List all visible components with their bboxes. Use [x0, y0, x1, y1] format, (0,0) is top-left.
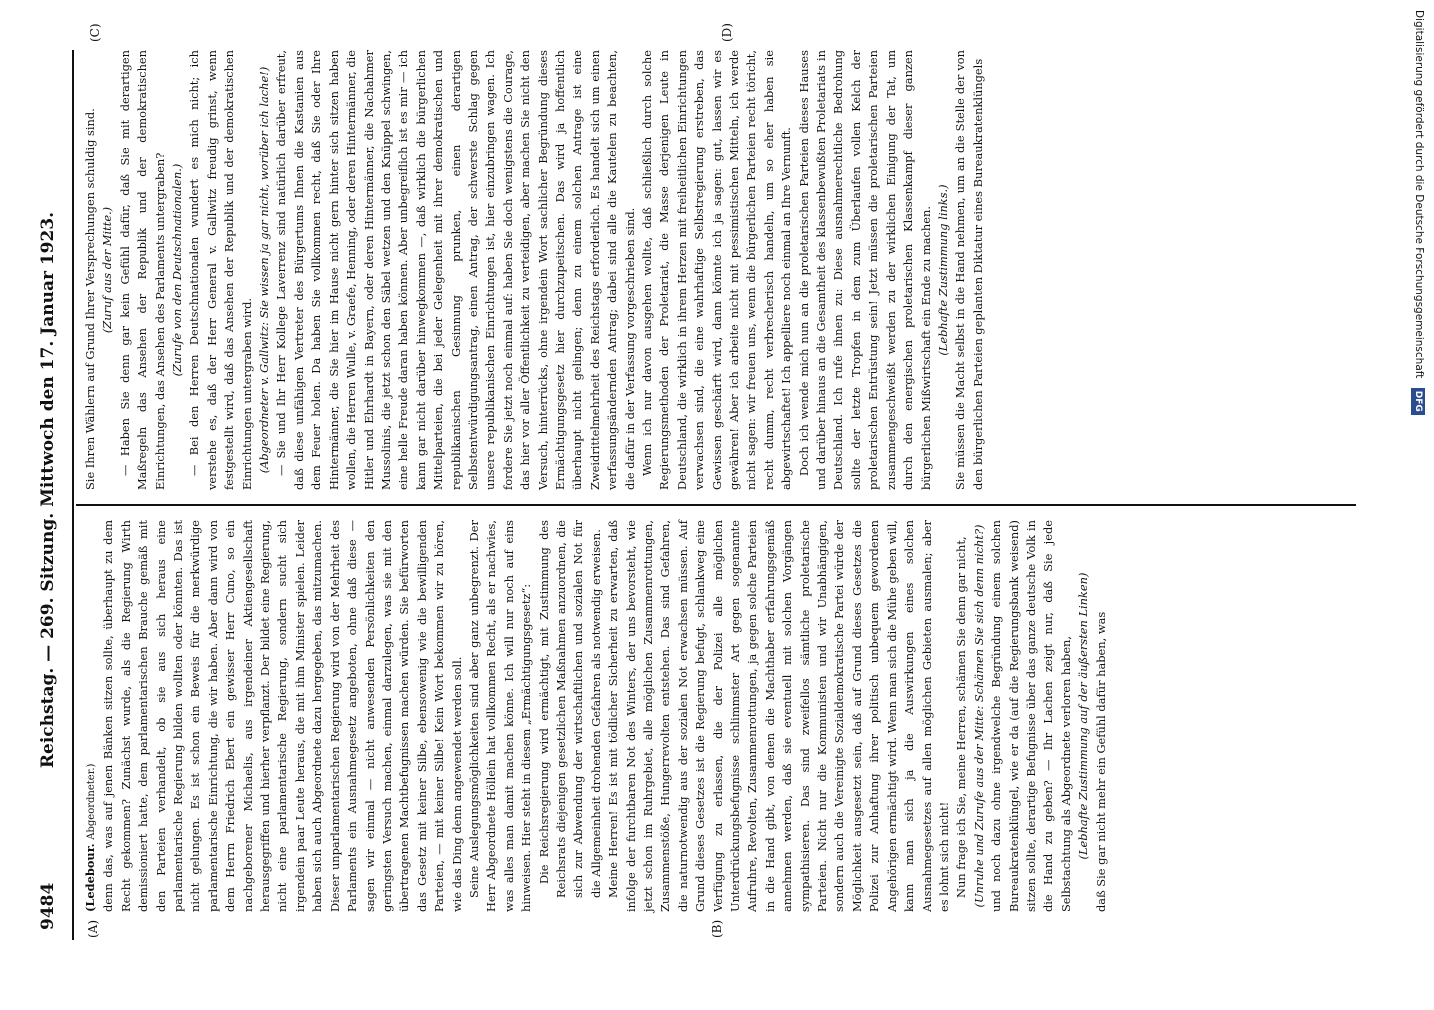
margin-letter-a: (A) [86, 919, 100, 938]
credit-text: Digitalisierung gefördert durch die Deutsche Forschungsgemeinschaft [1413, 10, 1425, 379]
right-column [82, 50, 987, 490]
digitization-credit [1408, 0, 1430, 1000]
interjection: (Zurufe von den Deutschnationalen.) [170, 163, 185, 377]
margin-letter-c: (C) [88, 23, 102, 42]
quotation: Die Reichsregierung wird ermächtigt, mit Zustimmung des Reichsrats diejenigen gesetzlichen Maßnahmen anzuordnen, die sich zur Abwendung der wirtschaftlichen und sozialen Not für die Allgemeinheit drohenden Gefahren als notwendig erweisen. [536, 520, 603, 898]
paragraph: denn das, was auf jenen Bänken sitzen sollte, überhaupt zu dem Recht gekommen? Zunächst wurde, als die Regierung Wirth demissioniert hatte, dem parlamentarischen Brauche gemäß mit den Parteien verhandelt, ob sie aus sich heraus eine parlamentarische Regierung bilden wollten oder könnten. Das ist nicht gelungen. Es ist schon ein Beweis für die merkwürdige parlamentarische Einrichtung, die wir haben. Aber dann wird von dem Herrn Friedrich Ebert ein gewisser Herr Cuno, so ein nachgeborener Michaelis, aus irgendeiner Aktiengesellschaft herausgegriffen und hierher verpflanzt. Der bildet eine Regierung, nicht eine parlamentarische Regierung, sondern sucht sich irgendein paar Leute heraus, die mit ihm Minister spielen. Leider haben sich auch Abgeordnete dazu hergegeben, das mitzumachen. Dieser unparlamentarischen Regierung wird von der Mehrheit des Parlaments ein Ausnahmegesetz angeboten, ohne daß diese — sagen wir einmal — nicht anwesenden Persönlichkeiten den geringsten Versuch machen, einmal darzulegen, was sie mit den übertragenen Machtbefugnissen machen würden. Sie befürworten das Gesetz mit keiner Silbe, ebensowenig wie die bewilligenden Parteien, — mit keiner Silbe! Kein Wort bekommen wir zu hören, wie das Ding denn angewendet werden soll. [101, 520, 464, 912]
interjection: (Unruhe und Zurufe aus der Mitte: Schämen Sie sich denn nicht?) [971, 524, 986, 908]
page-title: Reichstag. — 269. Sitzung. Mittwoch den 17. Januar 1923. [38, 211, 58, 769]
paragraph: Wenn ich nur davon ausgehen wollte, daß schließlich durch solche Regierungsmethoden der Proletariat, die Masse derjenigen Leute in Deutschland, die wirklich in ihrem Herzen mit freiheitlichen Einrichtungen verwachsen sind, die eine wahrhaftige Selbstregierung erstreben, das Gewissen geschärft wird, dann könnte ich ja sagen: gut, lassen wir es gewähren! Aber ich arbeite nicht mit pessimistischen Mitteln, ich werde nicht sagen: wir freuen uns, wenn die bürgerlichen Parteien recht töricht, recht dumm, recht verbrecherisch handeln, um so eher haben sie abgewirtschaftet! Ich appelliere noch einmal an Ihre Vernunft. [640, 50, 794, 490]
column-divider [76, 505, 1356, 507]
page-header [38, 50, 68, 930]
paragraph: Seine Auslegungsmöglichkeiten sind aber ganz unbegrenzt. Der Herr Abgeordnete Höllein hat vollkommen Recht, als er nachwies, was alles man damit machen könne. Ich will nur noch auf eins hinweisen. Hier steht in diesem „Ermächtigungsgesetz“: [466, 520, 534, 912]
paragraph: — Sie und Ihr Herr Kollege Laverrenz sind natürlich darüber erfreut, daß diese unfähigen Vertreter des Bürgertums Ihnen die Kastanien aus dem Feuer holen. Da haben Sie vollkommen recht, daß Sie oder Ihre Hintermänner, die Sie hier im Hause nicht gern hinter sich sitzen haben wollen, die Herren Wulle, v. Graefe, Henning, oder deren Hintermänner, die Hitler und Ehrhardt in Bayern, oder deren Hintermänner, die Nachahmer Mussolinis, die jetzt schon den Säbel wetzen und den Knüppel schwingen, eine helle Freude daran haben können. Aber unbegreiflich ist es mir — ich kann gar nicht darüber hinwegkommen —, daß wirklich die bürgerlichen Mittelparteien, die bei jeder Gelegenheit mit ihrer demokratischen und republikanischen Gesinnung prunken, einen derartigen Selbstentwürdigungsantrag, einen Antrag, der schwerste Schlag gegen unsere republikanischen Einrichtungen ist, hier einzubringen wagen. Ich fordere Sie jetzt noch einmal auf: haben Sie doch wenigstens die Courage, das hier vor aller Öffentlichkeit zu verteidigen, aber machen Sie nicht den Versuch, hinterrücks, ohne irgendein Wort sachlicher Begründung dieses Ermächtigungsgesetz hier durchzupeitschen. Das wird ja hoffentlich überhaupt nicht gelingen; denn zu einem solchen Antrage ist eine Zweidrittelmehrheit des Reichstags erforderlich. Es handelt sich um einen verfassungsändernden Antrag; dabei sind alle die Kautelen zu beachten, die dafür in der Verfassung vorgeschrieben sind. [274, 50, 637, 490]
interjection: (Abgeordneter v. Gallwitz: Sie wissen ja gar nicht, worüber ich lache!) [257, 66, 272, 474]
margin-letter-b: (B) [710, 919, 724, 938]
credit-text-wrapper [1408, 0, 1430, 1010]
speaker-name: (Ledebour. [83, 843, 97, 912]
paragraph: — Bei den Herren Deutschnationalen wundert es mich nicht; ich verstehe es, daß der Herr General v. Gallwitz freudig grinst, wenn festgestellt wird, daß das Ansehen der Republik und der demokratischen Einrichtungen untergraben wird. [187, 50, 254, 490]
interjection: (Lebhafte Zustimmung links.) [935, 184, 950, 356]
header-rule [72, 50, 74, 940]
speaker-line [82, 520, 100, 912]
paragraph: Meine Herren! Es ist mit tödlicher Sicherheit zu erwarten, daß infolge der furchtbaren Not des Winters, der uns bevorsteht, wie jetzt schon im Ruhrgebiet, alle möglichen Zusammenrottungen, Zusammenstöße, Hungerrevolten entstehen. Das sind Gefahren, die naturnotwendig aus der sozialen Not erwachsen müssen. Auf Grund dieses Gesetzes ist die Regierung befugt, schlankweg eine Verfügung zu erlassen, die der Polizei alle möglichen Unterdrückungsbefugnisse schlimmster Art gegen sogenannte Aufruhre, Revolten, Zusammenrottungen, ja gegen solche Parteien in die Hand gibt, von denen die Machthaber erfahrungsgemäß annehmen werden, daß sie eventuell mit solchen Vorgängen sympathisieren. Das sind zweifellos sämtliche proletarische Parteien. Nicht nur die Kommunisten und wir Unabhängigen, sondern auch die Vereinigte Sozialdemokratische Partei würde der Möglichkeit ausgesetzt sein, daß auf Grund dieses Gesetzes die Polizei zur Anhaftung ihrer politisch unbequem gewordenen Angehörigen ermächtigt wird. Wenn man sich die Mühe geben will, kann man sich ja die Auswirkungen eines solchen Ausnahmegesetzes auf allen möglichen Gebieten ausmalen; aber es lohnt sich nicht! [606, 520, 951, 912]
paragraph: Nun frage ich Sie, meine Herren, schämen Sie denn gar nicht, [954, 536, 969, 898]
dfg-logo: DFG [1411, 388, 1425, 415]
paragraph: Sie Ihren Wählern auf Grund Ihrer Versprechungen schuldig sind. [83, 108, 97, 490]
paragraph: und noch dazu ohne irgendwelche Begründung einem solchen Bureaukratenklüngel, wie er da (auf die Regierungsbank weisend) sitzen sollte, derartige Befugnisse über das ganze deutsche Volk in die Hand zu geben? — Ihr Lachen zeigt nur, daß Sie jede Selbstachtung als Abgeordnete verloren haben, [989, 520, 1073, 912]
left-column [82, 520, 1110, 912]
paragraph: Doch ich wende mich nun an die proletarischen Parteien dieses Hauses und darüber hinaus an die Gesamtheit des klassenbewußten Proletariats in Deutschland. Ich rufe ihnen zu: Diese ausnahmerechtliche Bedrohung sollte der letzte Tropfen in dem zum Überlaufen vollen Kelch der proletarischen Entrüstung sein! Jetzt müssen die proletarischen Parteien zusammengeschweißt werden zu der wirklichen Einigung der Tat, um durch den energischen proletarischen Klassenkampf dieser ganzen bürgerlichen Mißwirtschaft ein Ende zu machen. [796, 50, 933, 490]
paragraph: — Haben Sie denn gar kein Gefühl dafür, daß Sie mit derartigen Maßregeln das Ansehen der Republik und der demokratischen Einrichtungen, das Ansehen des Parlaments untergraben? [117, 50, 167, 490]
margin-letter-d: (D) [720, 23, 734, 42]
interjection: (Zuruf aus der Mitte.) [100, 206, 115, 334]
paragraph: daß Sie gar nicht mehr ein Gefühl dafür haben, was [1093, 611, 1108, 912]
paragraph: Sie müssen die Macht selbst in die Hand nehmen, um an die Stelle der von den bürgerlichen Parteien geplanten Diktatur eines Bureaukratenklüngels [953, 50, 985, 490]
speaker-role: Abgeordneter.) [86, 763, 97, 840]
page-number: 9484 [38, 882, 58, 930]
interjection: (Lebhafte Zustimmung auf der äußersten Linken) [1076, 572, 1091, 860]
